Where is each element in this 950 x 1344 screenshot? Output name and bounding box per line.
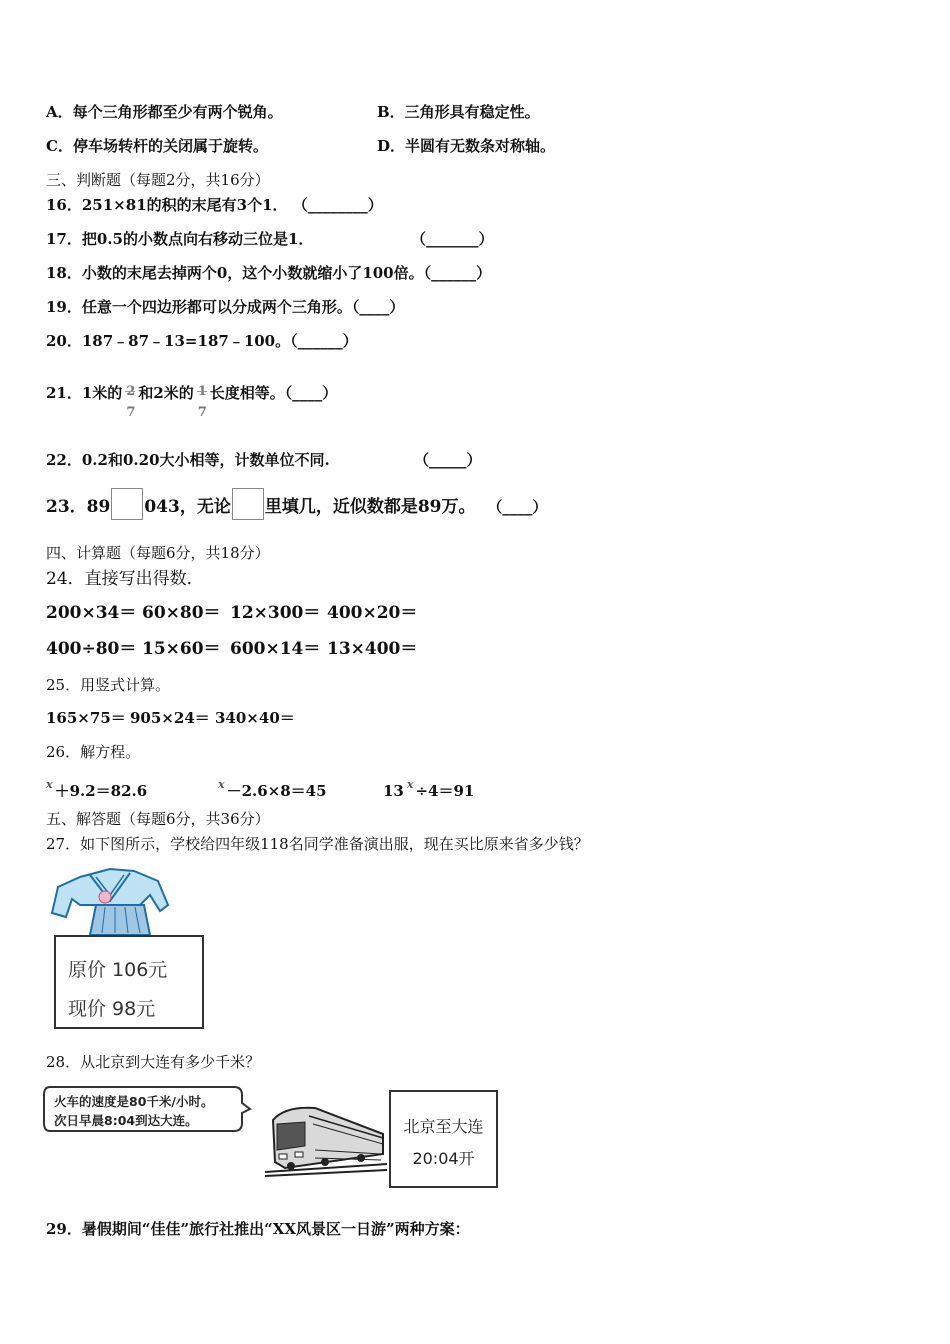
question-20: 20．187﹣87﹣13=187﹣100。（______） <box>46 332 358 350</box>
option-a: A．每个三角形都至少有两个锐角。 <box>46 103 283 121</box>
option-d: D．半圆有无数条对称轴。 <box>377 137 556 155</box>
question-22-blank: （_____） <box>414 451 482 469</box>
equation-1-text: ＋9.2＝82.6 <box>54 782 148 800</box>
current-price: 现价 98元 <box>68 998 156 1020</box>
q23-part3: 里填几，近似数都是89万。 <box>264 497 476 517</box>
departure-sign <box>389 1090 498 1188</box>
equation-3-coef: 13 <box>383 782 404 800</box>
question-19: 19．任意一个四边形都可以分成两个三角形。（____） <box>46 298 405 316</box>
equation-2 <box>218 775 327 801</box>
calc-item: 400×20＝ <box>327 603 418 623</box>
calc-item: 165×75＝ <box>46 709 126 727</box>
calc-item: 60×80＝ <box>142 603 221 623</box>
calc-item: 600×14＝ <box>230 639 321 659</box>
equation-2-text: －2.6×8＝45 <box>226 782 327 800</box>
variable-x: x <box>406 778 414 791</box>
equation-1 <box>46 775 147 801</box>
train-icon <box>265 1102 387 1178</box>
q21-part1: 21．1米的 <box>46 384 123 402</box>
calc-item: 15×60＝ <box>142 639 221 659</box>
uniform-illustration <box>50 865 170 937</box>
section5-title: 五、解答题（每题6分，共36分） <box>46 810 270 828</box>
question-24-title: 24．直接写出得数． <box>46 569 204 589</box>
option-c: C．停车场转杆的关闭属于旋转。 <box>46 137 268 155</box>
equation-3 <box>383 775 474 801</box>
q23-part1: 23．89 <box>46 497 111 517</box>
section4-title: 四、计算题（每题6分，共18分） <box>46 544 270 562</box>
q21-part3: 长度相等。（____） <box>209 384 338 402</box>
question-22: 22．0.2和0.20大小相等，计数单位不同. <box>46 451 330 469</box>
blank-box <box>232 488 264 520</box>
q23-blank: （____） <box>487 498 548 516</box>
blank-box <box>111 488 143 520</box>
variable-x: x <box>218 778 225 791</box>
question-25-title: 25．用竖式计算。 <box>46 676 171 694</box>
question-18: 18．小数的末尾去掉两个0，这个小数就缩小了100倍。（______） <box>46 264 492 282</box>
variable-x: x <box>46 778 53 791</box>
original-price: 原价 106元 <box>68 959 168 981</box>
calc-item: 905×24＝ <box>130 709 210 727</box>
calc-item: 200×34＝ <box>46 603 137 623</box>
calc-item: 400÷80＝ <box>46 639 137 659</box>
bubble-line-1: 火车的速度是80千米/小时。 <box>54 1094 214 1109</box>
calc-item: 340×40＝ <box>215 709 295 727</box>
speech-bubble <box>44 1087 248 1135</box>
q23-part2: 043，无论 <box>144 497 231 517</box>
section3-title: 三、判断题（每题2分，共16分） <box>46 171 270 189</box>
question-27: 27．如下图所示，学校给四年级118名同学准备演出服，现在买比原来省多少钱？ <box>46 835 589 853</box>
frac1-denominator: 7 <box>126 405 136 420</box>
question-21 <box>46 372 338 420</box>
q21-part2: 和2米的 <box>138 384 194 402</box>
question-29: 29．暑假期间“佳佳”旅行社推出“XX风景区一日游”两种方案： <box>46 1220 470 1238</box>
question-17-blank: （_______） <box>411 230 494 248</box>
bubble-line-2: 次日早晨8:04到达大连。 <box>54 1113 198 1128</box>
departure-time: 20:04开 <box>412 1149 475 1168</box>
equation-3-text: ÷4＝91 <box>415 782 475 800</box>
question-23 <box>46 488 547 524</box>
fraction-two-sevenths <box>124 372 136 420</box>
frac2-numerator: 1 <box>197 384 207 399</box>
fraction-one-seventh <box>196 372 208 420</box>
frac2-denominator: 7 <box>197 405 207 420</box>
question-28: 28．从北京到大连有多少千米？ <box>46 1053 261 1071</box>
frac1-numerator: 2 <box>126 384 136 399</box>
question-17: 17．把0.5的小数点向右移动三位是1． <box>46 230 314 248</box>
route-label: 北京至大连 <box>403 1117 484 1136</box>
calc-item: 13×400＝ <box>327 639 418 659</box>
question-16: 16．251×81的积的末尾有3个1． （________） <box>46 196 383 214</box>
option-b: B．三角形具有稳定性。 <box>377 103 540 121</box>
calc-item: 12×300＝ <box>230 603 321 623</box>
price-box <box>54 935 204 1029</box>
question-26-title: 26．解方程。 <box>46 743 141 761</box>
